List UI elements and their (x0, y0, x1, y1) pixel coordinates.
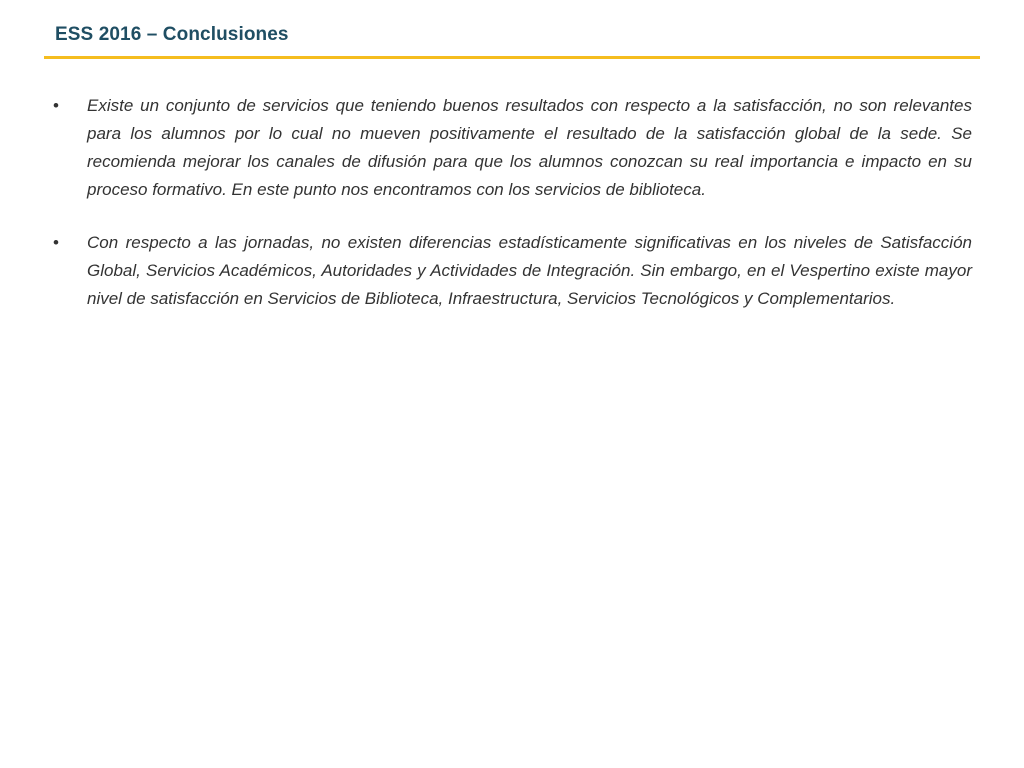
bullet-text: Con respecto a las jornadas, no existen diferencias estadísticamente significativas en los niveles de Satisfacción Global, Servicios Académicos, Autoridades y Actividades de Integración. Sin embargo, en el Vespertino existe mayor nivel de satisfacción en Servicios de Biblioteca, Infraestructura, Servicios Tecnológicos y Complementarios. (87, 233, 972, 308)
bullet-icon: • (53, 233, 59, 252)
bullet-text: Existe un conjunto de servicios que teniendo buenos resultados con respecto a la satisfacción, no son relevantes para los alumnos por lo cual no mueven positivamente el resultado de la satisfacción global de la sede. Se recomienda mejorar los canales de difusión para que los alumnos conozcan su real importancia e impacto en su proceso formativo. En este punto nos encontramos con los servicios de biblioteca. (87, 96, 972, 199)
bullet-icon: • (53, 96, 59, 115)
bullet-item (50, 229, 972, 313)
bullet-list (50, 92, 972, 338)
slide-title: ESS 2016 – Conclusiones (55, 24, 289, 45)
bullet-item (50, 92, 972, 204)
title-underline (44, 56, 980, 59)
